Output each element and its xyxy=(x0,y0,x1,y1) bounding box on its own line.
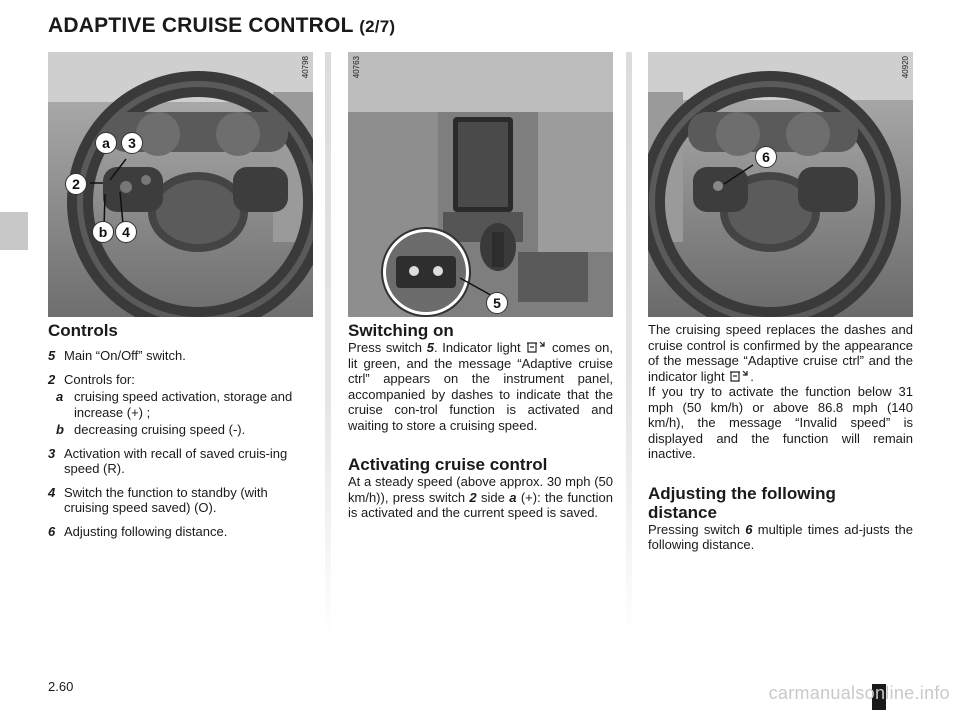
adjusting-text: Pressing switch 6 multiple times ad-justs the following distance. xyxy=(648,521,913,552)
switching-on-heading: Switching on xyxy=(348,321,454,340)
callout-4: 4 xyxy=(115,221,137,243)
watermark: carmanualsonline.info xyxy=(768,683,950,703)
activating-heading: Activating cruise control xyxy=(348,455,548,474)
control-text: Main “On/Off” switch. xyxy=(64,348,186,363)
control-subtext: cruising speed activation, storage and increase (+) ; xyxy=(74,389,293,420)
control-subitem xyxy=(48,422,313,438)
callout-a: a xyxy=(95,132,117,154)
callout-b: b xyxy=(92,221,114,243)
control-item xyxy=(48,485,313,516)
control-letter: a xyxy=(56,389,64,404)
activating-text: At a steady speed (above approx. 30 mph (50 km/h)), press switch 2 side a (+): the function is activated and the current speed is saved. xyxy=(348,474,613,520)
page-title xyxy=(48,14,395,38)
control-text: Activation with recall of saved cruis-ing speed (R). xyxy=(64,445,288,476)
right-section xyxy=(648,322,913,553)
column-divider-right xyxy=(626,52,632,640)
control-number: 5 xyxy=(48,348,56,363)
column-divider-left xyxy=(325,52,331,640)
control-text: Switch the function to standby (with cruising speed saved) (O). xyxy=(64,484,268,515)
photo-code: 40798 xyxy=(301,56,310,79)
page-title-text: ADAPTIVE CRUISE CONTROL xyxy=(48,14,354,37)
invalid-speed-text: If you try to activate the function below 31 mph (50 km/h) or above 86.8 mph (140 km/h), the message “Invalid speed” is displayed and the function will remain inactive. xyxy=(648,384,913,461)
switching-section xyxy=(348,321,613,521)
callout-2: 2 xyxy=(65,173,87,195)
control-number: 6 xyxy=(48,523,56,539)
control-item xyxy=(48,524,313,540)
confirmation-text: The cruising speed replaces the dashes and cruise control is confirmed by the appearance of the message “Adaptive cruise ctrl” and the indicator light . xyxy=(648,322,913,384)
page-title-part: (2/7) xyxy=(359,17,396,36)
center-console-photo xyxy=(348,52,613,317)
control-number: 3 xyxy=(48,445,56,461)
control-number: 4 xyxy=(48,484,56,500)
controls-heading: Controls xyxy=(48,321,118,340)
cruise-indicator-icon xyxy=(525,340,547,354)
control-text: Controls for: xyxy=(64,371,135,387)
control-subtext: decreasing cruising speed (-). xyxy=(74,422,246,437)
callout-3: 3 xyxy=(121,132,143,154)
controls-section xyxy=(48,321,313,547)
control-letter: b xyxy=(56,422,64,437)
page-number: 2.60 xyxy=(48,679,74,694)
callout-6: 6 xyxy=(755,146,777,168)
control-item xyxy=(48,372,313,438)
adjusting-heading: Adjusting the following distance xyxy=(648,483,836,522)
steering-wheel-right-photo xyxy=(648,52,913,317)
photo-code: 40920 xyxy=(901,56,910,79)
steering-wheel-left-photo xyxy=(48,52,313,317)
photo-code: 40763 xyxy=(352,56,361,79)
control-item xyxy=(48,446,313,477)
control-item xyxy=(48,348,313,364)
callout-5: 5 xyxy=(486,292,508,314)
cruise-indicator-icon xyxy=(728,369,750,383)
section-tab xyxy=(0,212,28,250)
switching-on-text: Press switch 5. Indicator light comes on, lit green, and the message “Adaptive cruise ctrl” appears on the instrument panel, accompanied by dashes to indicate that the cruise con-trol function is activated and waiting to store a cruising speed. xyxy=(348,340,613,433)
control-number: 2 xyxy=(48,371,56,387)
control-text: Adjusting following distance. xyxy=(64,523,228,539)
control-subitem xyxy=(48,389,313,420)
